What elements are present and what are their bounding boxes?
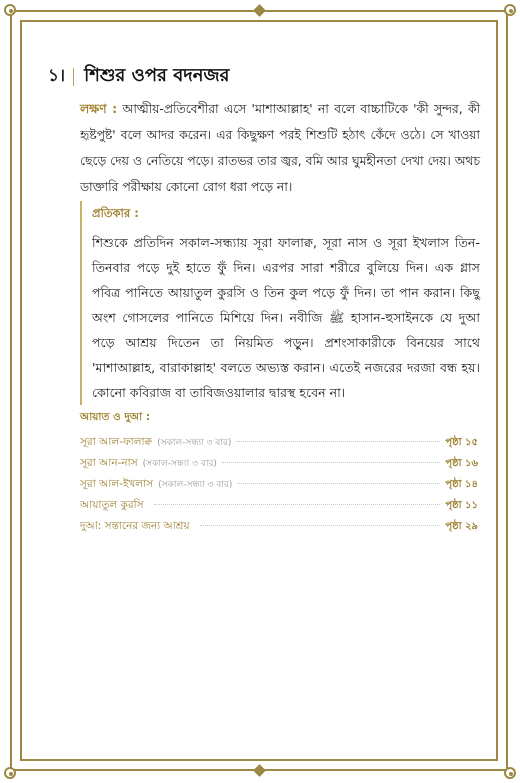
- reference-name: দুআ: সন্তানের জন্য আশ্রয়: [80, 520, 190, 532]
- reference-note: (সকাল-সন্ধ্যা ৩ বার): [142, 459, 217, 469]
- dot-leader: [222, 462, 440, 463]
- reference-name: সূরা আল-ফালাক্ব: [80, 436, 153, 448]
- page-title: শিশুর ওপর বদনজর: [84, 65, 230, 86]
- reference-name: সূরা আল-ইখলাস: [80, 478, 154, 490]
- corner-ornament: [504, 767, 516, 779]
- reference-page: পৃষ্ঠা ১৫: [445, 437, 478, 448]
- dot-leader: [200, 525, 441, 526]
- reference-note: (সকাল-সন্ধ্যা ৩ বার): [157, 438, 232, 448]
- corner-ornament: [4, 4, 16, 16]
- reference-name: আয়াতুল কুরসি: [80, 499, 144, 511]
- chapter-number: ১।: [48, 65, 66, 86]
- references-title: আয়াত ও দুআ :: [80, 411, 151, 423]
- remedy-label: প্রতিকার :: [92, 206, 139, 220]
- references-list: [80, 435, 478, 540]
- reference-page: পৃষ্ঠা ২৯: [445, 521, 478, 532]
- reference-page: পৃষ্ঠা ১৬: [445, 458, 478, 469]
- symptoms-text: আত্মীয়-প্রতিবেশীরা এসে 'মাশাআল্লাহ' না বলে বাচ্চাটিকে 'কী সুন্দর, কী হৃষ্টপুষ্ট' বলে আদর করেন। এর কিছুক্ষণ পরই শিশুটি হঠাৎ কেঁদে ওঠে। সে খাওয়া ছেড়ে দেয় ও নেতিয়ে পড়ে। রাতভর তার জ্বর, বমি আর ঘুমহীনতা দেখা দেয়। অথচ ডাক্তারি পরীক্ষায় কোনো রোগ ধরা পড়ে না।: [80, 102, 480, 194]
- section-heading: [48, 61, 229, 92]
- dot-leader: [154, 504, 441, 505]
- remedy-text: শিশুকে প্রতিদিন সকাল-সন্ধ্যায় সূরা ফালাক্ব, সূরা নাস ও সূরা ইখলাস তিন-তিনবার পড়ে দুই হাতে ফুঁ দিন। এরপর সারা শরীরে বুলিয়ে দিন। এক গ্লাস পবিত্র পানিতে আয়াতুল কুরসি ও তিন কুল পড়ে ফুঁ দিন। তা পান করান। কিছু অংশ গোসলের পানিতে মিশিয়ে দিন। নবীজি ﷺ হাসান-হুসাইনকে যে দুআ পড়ে আশ্রয় দিতেন তা নিয়মিত পড়ুন। প্রশংসাকারীকে বিনয়ের সাথে 'মাশাআল্লাহ, বারাকাল্লাহ' বলতে অভ্যস্ত করান। এতেই নজরের দরজা বন্ধ হয়। কোনো কবিরাজ বা তাবিজওয়ালার দ্বারস্থ হবেন না।: [92, 235, 481, 400]
- heading-divider: [73, 68, 74, 86]
- corner-ornament: [504, 4, 516, 16]
- reference-item[interactable]: [80, 519, 478, 540]
- corner-ornament: [4, 767, 16, 779]
- remedy-block: [80, 201, 480, 405]
- reference-item[interactable]: [80, 477, 478, 498]
- reference-item[interactable]: [80, 435, 478, 456]
- reference-page: পৃষ্ঠা ১১: [445, 500, 478, 511]
- dot-leader: [236, 441, 440, 442]
- reference-item[interactable]: [80, 498, 478, 519]
- reference-name: সূরা আন-নাস: [80, 457, 138, 469]
- symptoms-label: লক্ষণ :: [80, 102, 118, 116]
- dot-leader: [237, 483, 440, 484]
- reference-note: (সকাল-সন্ধ্যা ৩ বার): [158, 480, 233, 490]
- reference-page: পৃষ্ঠা ১৪: [445, 479, 478, 490]
- symptoms-paragraph: [80, 96, 480, 200]
- reference-item[interactable]: [80, 456, 478, 477]
- references-section: [80, 410, 478, 540]
